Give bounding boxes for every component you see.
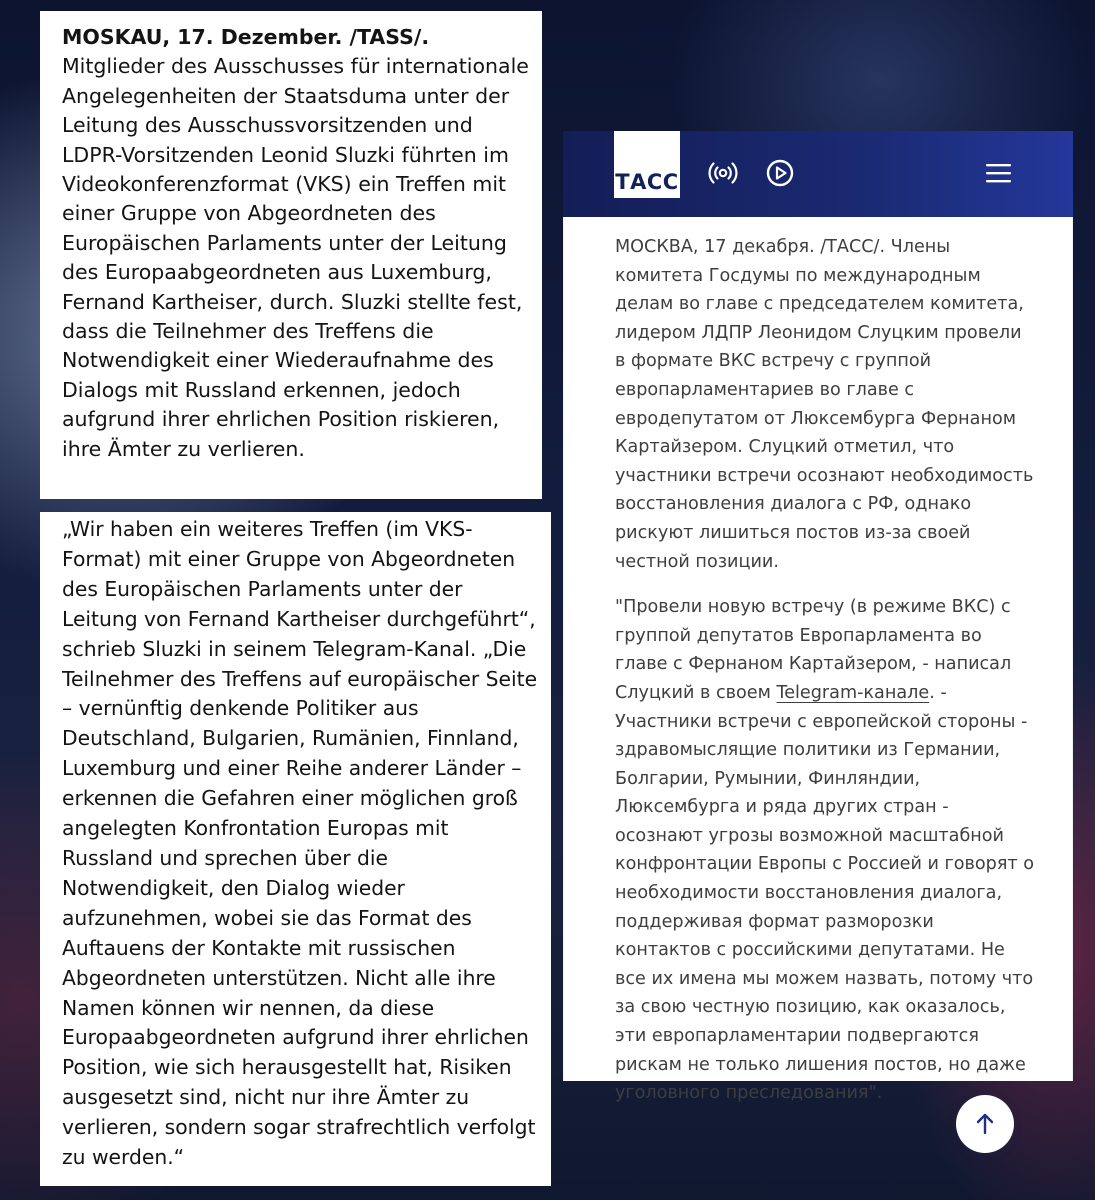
- dateline: MOSKAU, 17. Dezember. /TASS/.: [62, 25, 430, 49]
- tass-paragraph-2-start: "Провели новую встречу (в режиме ВКС) с группой депутатов Европарламента во главе с Фернаном Картайзером, - написал Слуцкий в своем: [615, 597, 1012, 703]
- tass-paragraph-2: [615, 593, 1035, 1108]
- german-paragraph-1: Mitglieder des Ausschusses für internationale Angelegenheiten der Staatsduma unter der Leitung des Ausschussvorsitzenden und LDPR-Vorsitzenden Leonid Sluzki führten im Videokonferenzformat (VKS) ein Treffen mit einer Gruppe von Abgeordneten des Europäischen Parlaments unter der Leitung des Europaabgeordneten aus Luxemburg, Fernand Kartheiser, durch. Sluzki stellte fest, dass die Teilnehmer des Treffens die Notwendigkeit einer Wiederaufnahme des Dialogs mit Russland erkennen, jedoch aufgrund ihrer ehrlichen Position riskieren, ihre Ämter zu verlieren.: [62, 54, 529, 461]
- german-translation-panel-1: [40, 11, 542, 499]
- tass-article-body: [563, 217, 1073, 1104]
- telegram-channel-link[interactable]: Telegram-канале: [776, 682, 930, 703]
- play-circle-icon[interactable]: [765, 158, 795, 188]
- tass-article-screenshot: [563, 131, 1073, 1104]
- scroll-to-top-button[interactable]: [956, 1095, 1014, 1153]
- tass-paragraph-2-end: . - Участники встречи с европейской стороны - здравомыслящие политики из Германии, Болгарии, Румынии, Финляндии, Люксембурга и ряда других стран - осознают угрозы возможной масштабной конфронтации Европы с Россией и говорят о необходимости восстановления диалога, поддерживая формат разморозки контактов с российскими депутатами. Не все их имена мы можем назвать, потому что за свою честную позицию, как оказалось, эти европарламентарии подвергаются рискам не только лишения постов, но даже уголовного преследования".: [615, 682, 1035, 1104]
- german-paragraph-2: „Wir haben ein weiteres Treffen (im VKS-Format) mit einer Gruppe von Abgeordneten des Europäischen Parlaments unter der Leitung von Fernand Kartheiser durchgeführt“, schrieb Sluzki in seinem Telegram-Kanal. „Die Teilnehmer des Treffens auf europäischer Seite – vernünftig denkende Politiker aus Deutschland, Bulgarien, Rumänien, Finnland, Luxemburg und einer Reihe anderer Länder – erkennen die Gefahren einer möglichen groß angelegten Konfrontation Europas mit Russland und sprechen über die Notwendigkeit, den Dialog wieder aufzunehmen, wobei sie das Format des Auftauens der Kontakte mit russischen Abgeordneten unterstützen. Nicht alle ihre Namen können wir nennen, da diese Europaabgeordneten aufgrund ihrer ehrlichen Position, wie sich herausgestellt hat, Risiken ausgesetzt sind, nicht nur ihre Ämter zu verlieren, sondern sogar strafrechtlich verfolgt zu werden.“: [62, 517, 538, 1170]
- german-translation-panel-2: [40, 512, 551, 1186]
- arrow-up-icon: [972, 1111, 998, 1137]
- tass-article-text: [615, 233, 1035, 1108]
- radio-broadcast-icon[interactable]: [708, 158, 738, 188]
- tass-header-bar: [563, 131, 1073, 217]
- tass-logo[interactable]: ТАСС: [614, 131, 680, 198]
- tass-paragraph-1: МОСКВА, 17 декабря. /ТАСС/. Члены комитета Госдумы по международным делам во главе с председателем комитета, лидером ЛДПР Леонидом Слуцким провели в формате ВКС встречу с группой европарламентариев во главе с евродепутатом от Люксембурга Фернаном Картайзером. Слуцкий отметил, что участники встречи осознают необходимость восстановления диалога с РФ, однако рискуют лишиться постов из-за своей честной позиции.: [615, 237, 1034, 572]
- german-article-text-1: [62, 23, 532, 464]
- hamburger-menu-icon[interactable]: [983, 158, 1013, 188]
